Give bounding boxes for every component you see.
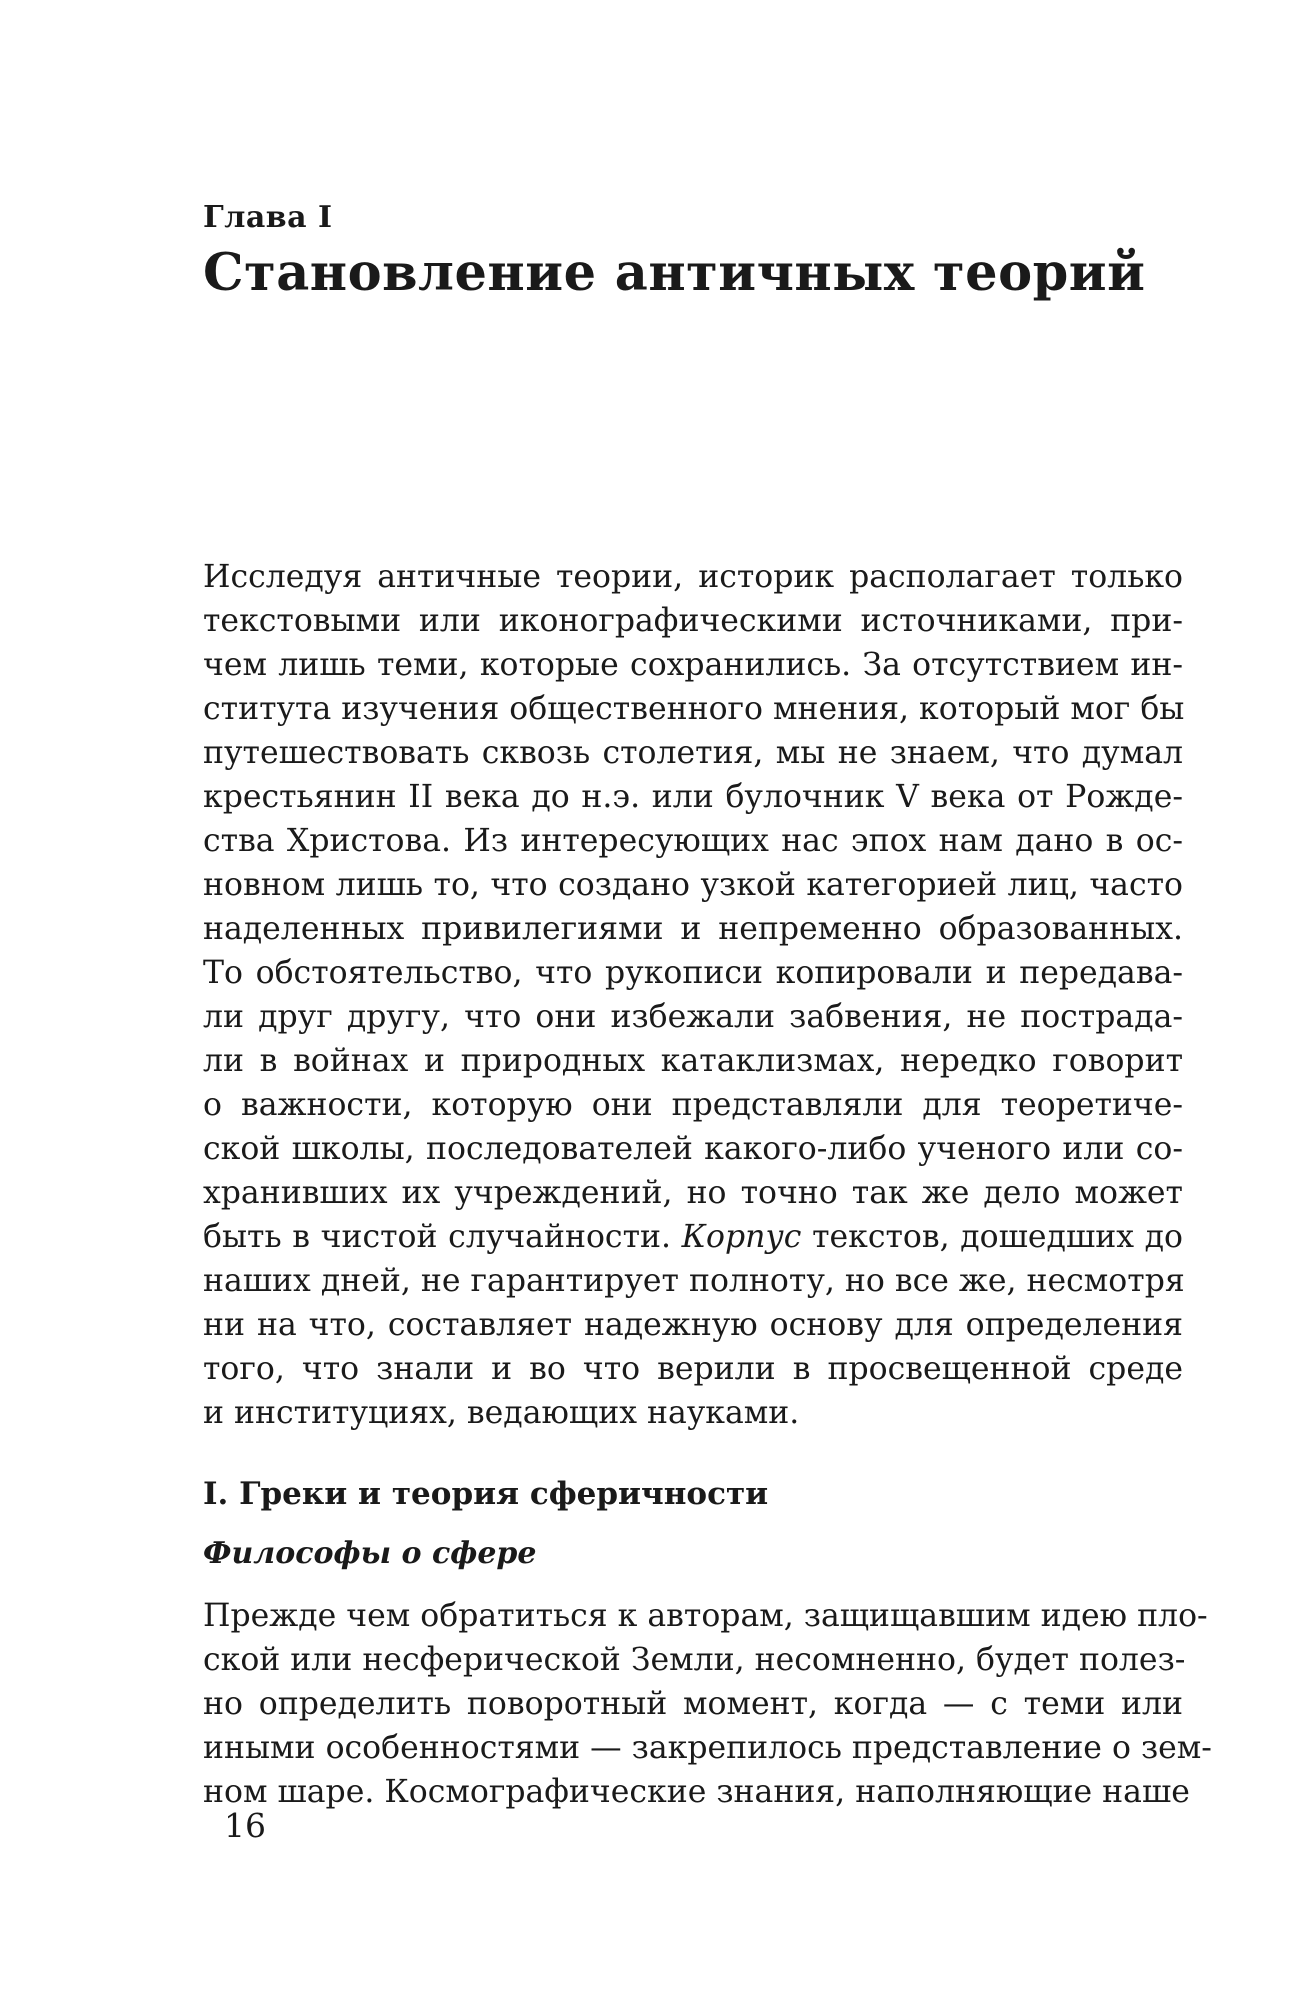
paragraph-line: путешествовать сквозь столетия, мы не знаем, что думал	[203, 735, 1183, 771]
line-start: быть в чистой случайности.	[203, 1219, 671, 1255]
section-paragraph	[203, 1594, 1212, 1814]
paragraph-line: ства Христова. Из интересующих нас эпох нам дано в ос-	[203, 823, 1183, 859]
paragraph-line: ли друг другу, что они избежали забвения, не пострада-	[203, 999, 1183, 1035]
paragraph-line: иными особенностями — закрепилось представление о зем-	[203, 1730, 1212, 1766]
paragraph-line: наделенных привилегиями и непременно образованных.	[203, 911, 1183, 947]
paragraph-line: Прежде чем обратиться к авторам, защищавшим идею пло-	[203, 1598, 1208, 1634]
paragraph-line: хранивших их учреждений, но точно так же дело может	[203, 1175, 1183, 1211]
paragraph-line: ститута изучения общественного мнения, который мог бы	[203, 691, 1185, 727]
paragraph-line: наших дней, не гарантирует полноту, но все же, несмотря	[203, 1263, 1185, 1299]
paragraph-line: ном шаре. Космографические знания, наполняющие наше	[203, 1774, 1190, 1810]
intro-paragraph	[203, 555, 1183, 1435]
paragraph-line: ской или несферической Земли, несомненно, будет полез-	[203, 1642, 1186, 1678]
italic-term: Корпус	[681, 1219, 802, 1255]
paragraph-line: То обстоятельство, что рукописи копировали и передава-	[203, 955, 1183, 991]
paragraph-line: о важности, которую они представляли для теоретиче-	[203, 1087, 1183, 1123]
page-number: 16	[224, 1806, 266, 1845]
paragraph-line: но определить поворотный момент, когда — с теми или	[203, 1686, 1183, 1722]
paragraph-line: чем лишь теми, которые сохранились. За отсутствием ин-	[203, 647, 1183, 683]
paragraph-line: текстовыми или иконографическими источниками, при-	[203, 603, 1183, 639]
paragraph-line: крестьянин II века до н.э. или булочник V века от Рожде-	[203, 779, 1183, 815]
paragraph-line: ской школы, последователей какого-либо ученого или со-	[203, 1131, 1183, 1167]
chapter-label: Глава I	[203, 200, 333, 235]
paragraph-line: ли в войнах и природных катаклизмах, нередко говорит	[203, 1043, 1183, 1079]
paragraph-line: того, что знали и во что верили в просвещенной среде	[203, 1351, 1183, 1387]
subsection-heading: Философы о сфере	[203, 1536, 537, 1571]
line-end: текстов, дошедших до	[812, 1219, 1184, 1255]
paragraph-line: и институциях, ведающих науками.	[203, 1395, 800, 1431]
section-heading: I. Греки и теория сферичности	[203, 1476, 769, 1512]
paragraph-line-mixed	[203, 1215, 1183, 1259]
chapter-title: Становление античных теорий	[203, 243, 1146, 303]
paragraph-line: новном лишь то, что создано узкой категорией лиц, часто	[203, 867, 1183, 903]
paragraph-line: ни на что, составляет надежную основу для определения	[203, 1307, 1183, 1343]
paragraph-line: Исследуя античные теории, историк располагает только	[203, 559, 1183, 595]
